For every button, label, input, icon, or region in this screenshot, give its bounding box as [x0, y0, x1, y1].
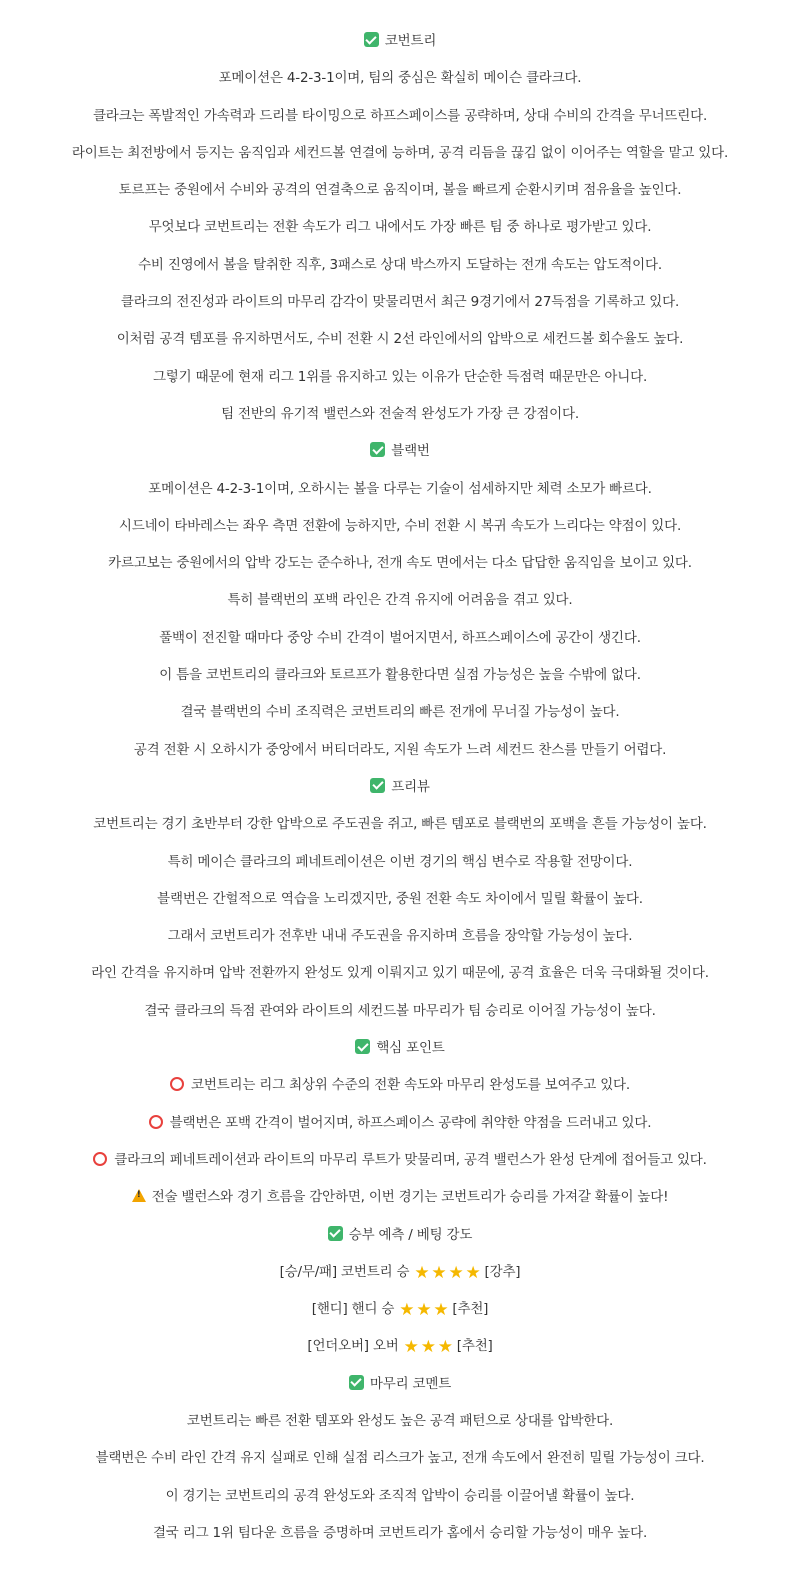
key-point — [0, 1105, 800, 1142]
check-mark-icon — [370, 442, 385, 457]
check-mark-icon — [349, 1375, 364, 1390]
paragraph-line — [0, 918, 800, 955]
line-text: 블랙번은 간헐적으로 역습을 노리겠지만, 중원 전환 속도 차이에서 밀릴 확률이 높다. — [157, 890, 643, 907]
section-heading — [0, 433, 800, 470]
check-mark-icon — [364, 32, 379, 47]
line-text: 프리뷰 — [391, 778, 430, 795]
paragraph-line — [0, 657, 800, 694]
paragraph-line — [0, 359, 800, 396]
bet-strength: [강추] — [484, 1263, 521, 1280]
warning-icon — [132, 1189, 146, 1202]
paragraph-line — [0, 98, 800, 135]
line-text: 토르프는 중원에서 수비와 공격의 연결축으로 움직이며, 볼을 빠르게 순환시키며 점유율을 높인다. — [118, 182, 682, 199]
paragraph-line — [0, 545, 800, 582]
star-icon: ★ — [403, 1337, 419, 1358]
paragraph-line — [0, 732, 800, 769]
paragraph-line — [0, 694, 800, 731]
paragraph-line — [0, 396, 800, 433]
paragraph-line — [0, 844, 800, 881]
check-mark-icon — [328, 1226, 343, 1241]
bet-label: [승/무/패] 코번트리 승 — [279, 1263, 410, 1280]
paragraph-line — [0, 881, 800, 918]
key-point — [0, 1142, 800, 1179]
bet-strength: [추천] — [456, 1338, 493, 1355]
line-text: 클라크의 전진성과 라이트의 마무리 감각이 맞물리면서 최근 9경기에서 27득점을 기록하고 있다. — [120, 294, 680, 311]
line-text: 블랙번 — [391, 443, 430, 460]
line-text: 무엇보다 코번트리는 전환 속도가 리그 내에서도 가장 빠른 팀 중 하나로 평가받고 있다. — [148, 219, 652, 236]
line-text: 포메이션은 4-2-3-1이며, 팀의 중심은 확실히 메이슨 클라크다. — [218, 70, 582, 87]
line-text: 공격 전환 시 오하시가 중앙에서 버티더라도, 지원 속도가 느려 세컨드 찬스를 만들기 어렵다. — [133, 741, 667, 758]
key-point — [0, 1067, 800, 1104]
line-text: 특히 메이슨 클라크의 페네트레이션은 이번 경기의 핵심 변수로 작용할 전망이다. — [167, 853, 633, 870]
bet-strength: [추천] — [452, 1301, 489, 1318]
paragraph-line — [0, 471, 800, 508]
bet-row — [0, 1328, 800, 1365]
star-rating — [403, 1328, 454, 1365]
line-text: 이처럼 공격 템포를 유지하면서도, 수비 전환 시 2선 라인에서의 압박으로 세컨드볼 회수율도 높다. — [116, 331, 684, 348]
star-icon: ★ — [399, 1300, 415, 1321]
paragraph-line — [0, 508, 800, 545]
red-circle-icon — [170, 1077, 184, 1091]
paragraph-line — [0, 955, 800, 992]
line-text: 결국 블랙번의 수비 조직력은 코번트리의 빠른 전개에 무너질 가능성이 높다. — [180, 704, 620, 721]
bet-row — [0, 1291, 800, 1328]
paragraph-line — [0, 806, 800, 843]
section-heading — [0, 1030, 800, 1067]
star-icon: ★ — [420, 1337, 436, 1358]
star-rating — [413, 1254, 481, 1291]
bet-label: [핸디] 핸디 승 — [311, 1301, 395, 1318]
line-text: 마무리 코멘트 — [369, 1375, 452, 1392]
line-text: 그렇기 때문에 현재 리그 1위를 유지하고 있는 이유가 단순한 득점력 때문만은 아니다. — [152, 368, 648, 385]
check-mark-icon — [370, 778, 385, 793]
paragraph-line — [0, 1478, 800, 1515]
section-heading — [0, 23, 800, 60]
star-icon: ★ — [448, 1262, 464, 1283]
line-text: 승부 예측 / 베팅 강도 — [348, 1226, 473, 1243]
bet-label: [언더오버] 오버 — [307, 1338, 399, 1355]
line-text: 코번트리는 빠른 전환 템포와 완성도 높은 공격 패턴으로 상대를 압박한다. — [186, 1412, 614, 1429]
line-text: 코번트리 — [384, 33, 437, 49]
red-circle-icon — [93, 1152, 107, 1166]
paragraph-line — [0, 172, 800, 209]
line-text: 결국 리그 1위 팀다운 흐름을 증명하며 코번트리가 홈에서 승리할 가능성이 매우 높다. — [152, 1524, 648, 1541]
section-heading — [0, 1366, 800, 1403]
line-text: 전술 밸런스와 경기 흐름을 감안하면, 이번 경기는 코번트리가 승리를 가져갈 확률이 높다! — [151, 1189, 669, 1206]
paragraph-line — [0, 582, 800, 619]
line-text: 수비 진영에서 볼을 탈취한 직후, 3패스로 상대 박스까지 도달하는 전개 속도는 압도적이다. — [138, 256, 662, 273]
line-text: 블랙번은 포백 간격이 벌어지며, 하프스페이스 공략에 취약한 약점을 드러내고 있다. — [169, 1114, 652, 1131]
star-icon: ★ — [437, 1337, 453, 1358]
paragraph-line — [0, 209, 800, 246]
paragraph-line — [0, 284, 800, 321]
line-text: 그래서 코번트리가 전후반 내내 주도권을 유지하며 흐름을 장악할 가능성이 높다. — [167, 928, 633, 945]
paragraph-line — [0, 993, 800, 1030]
line-text: 카르고보는 중원에서의 압박 강도는 준수하나, 전개 속도 면에서는 다소 답답한 움직임을 보이고 있다. — [108, 555, 692, 572]
line-text: 시드네이 타바레스는 좌우 측면 전환에 능하지만, 수비 전환 시 복귀 속도가 느리다는 약점이 있다. — [118, 517, 682, 534]
line-text: 팀 전반의 유기적 밸런스와 전술적 완성도가 가장 큰 강점이다. — [221, 405, 579, 422]
line-text: 포메이션은 4-2-3-1이며, 오하시는 볼을 다루는 기술이 섬세하지만 체력 소모가 빠르다. — [148, 480, 652, 497]
paragraph-line — [0, 135, 800, 172]
section-heading — [0, 769, 800, 806]
line-text: 코번트리는 리그 최상위 수준의 전환 속도와 마무리 완성도를 보여주고 있다. — [191, 1077, 630, 1094]
bet-row — [0, 1254, 800, 1291]
star-icon: ★ — [465, 1262, 481, 1283]
star-icon: ★ — [431, 1262, 447, 1283]
paragraph-line — [0, 1403, 800, 1440]
line-text: 코번트리는 경기 초반부터 강한 압박으로 주도권을 쥐고, 빠른 템포로 블랙번의 포백을 흔들 가능성이 높다. — [93, 816, 707, 833]
line-text: 블랙번은 수비 라인 간격 유지 실패로 인해 실점 리스크가 높고, 전개 속도에서 완전히 밀릴 가능성이 크다. — [95, 1450, 705, 1467]
paragraph-line — [0, 247, 800, 284]
line-text: 라인 간격을 유지하며 압박 전환까지 완성도 있게 이뤄지고 있기 때문에, 공격 효율은 더욱 극대화될 것이다. — [91, 965, 709, 982]
line-text: 클라크는 폭발적인 가속력과 드리블 타이밍으로 하프스페이스를 공략하며, 상대 수비의 간격을 무너뜨린다. — [92, 107, 708, 124]
paragraph-line — [0, 620, 800, 657]
paragraph-line — [0, 60, 800, 97]
section-heading — [0, 1217, 800, 1254]
line-text: 결국 클라크의 득점 관여와 라이트의 세컨드볼 마무리가 팀 승리로 이어질 가능성이 높다. — [144, 1002, 656, 1019]
line-text: 특히 블랙번의 포백 라인은 간격 유지에 어려움을 겪고 있다. — [227, 592, 573, 609]
line-text: 핵심 포인트 — [376, 1040, 445, 1057]
line-text: 풀백이 전진할 때마다 중앙 수비 간격이 벌어지면서, 하프스페이스에 공간이 생긴다. — [159, 629, 641, 646]
paragraph-line — [0, 321, 800, 358]
line-text: 클라크의 페네트레이션과 라이트의 마무리 루트가 맞물리며, 공격 밸런스가 완성 단계에 접어들고 있다. — [114, 1151, 707, 1168]
star-icon: ★ — [414, 1262, 430, 1283]
star-rating — [398, 1291, 449, 1328]
star-icon: ★ — [433, 1300, 449, 1321]
star-icon: ★ — [416, 1300, 432, 1321]
line-text: 이 경기는 코번트리의 공격 완성도와 조직적 압박이 승리를 이끌어낼 확률이 높다. — [165, 1487, 635, 1504]
line-text: 라이트는 최전방에서 등지는 움직임과 세컨드볼 연결에 능하며, 공격 리듬을 끊김 없이 이어주는 역할을 맡고 있다. — [71, 144, 729, 161]
red-circle-icon — [149, 1115, 163, 1129]
paragraph-line — [0, 1440, 800, 1477]
line-text: 이 틈을 코번트리의 클라크와 토르프가 활용한다면 실점 가능성은 높을 수밖에 없다. — [159, 667, 641, 684]
paragraph-line — [0, 1515, 800, 1552]
check-mark-icon — [355, 1039, 370, 1054]
warning-note — [0, 1179, 800, 1216]
